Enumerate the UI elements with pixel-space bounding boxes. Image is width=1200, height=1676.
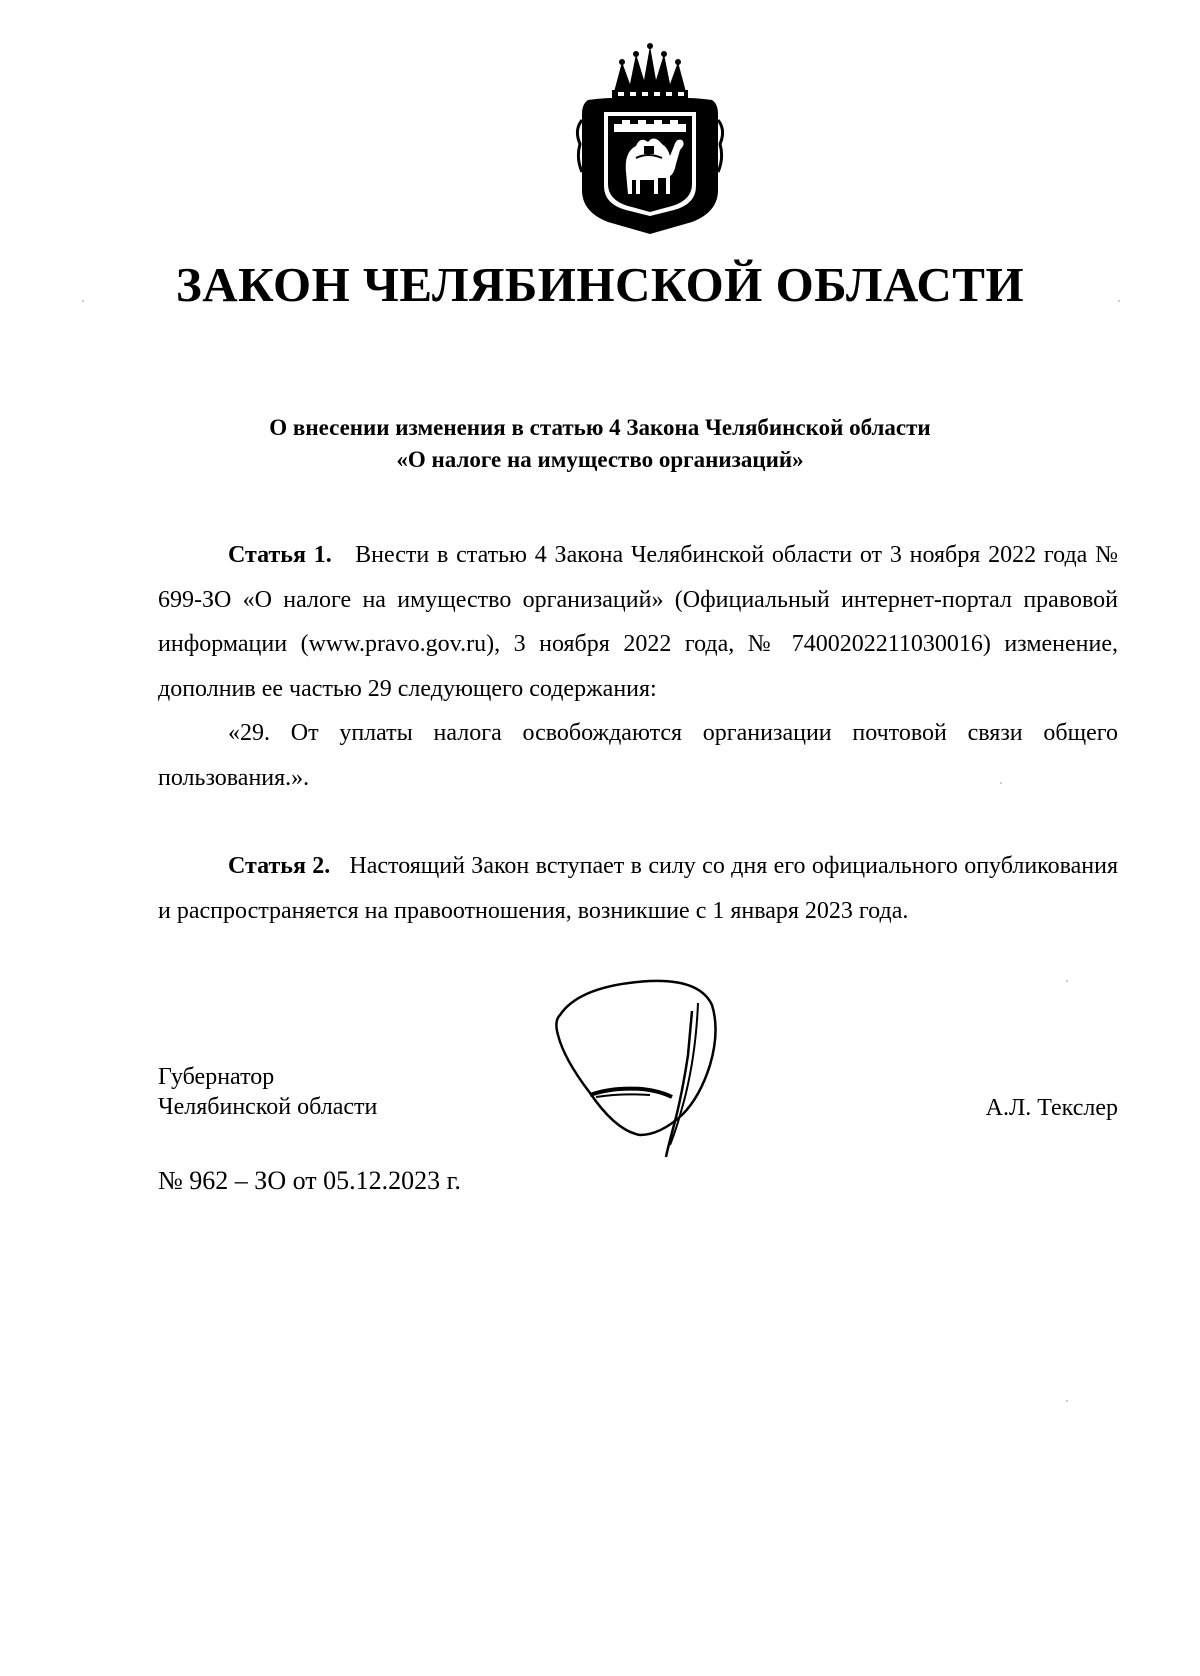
scan-speck [1000,782,1002,784]
article-2 [158,844,1118,933]
article-1-quote-text: «29. От уплаты налога освобождаются организации почтовой связи общего пользования.». [158,720,1118,791]
scan-speck [1066,980,1068,982]
law-title: ЗАКОН ЧЕЛЯБИНСКОЙ ОБЛАСТИ [175,257,1025,312]
coat-of-arms-icon [574,40,726,236]
article-1 [158,533,1118,711]
handwritten-signature-icon [540,975,745,1165]
subject-line-2: «О налоге на имущество организаций» [396,447,804,472]
signer-position-line-1: Губернатор [158,1064,275,1090]
article-1-quote [158,711,1118,800]
signer-position [158,1062,377,1122]
signer-name: А.Л. Текслер [985,1095,1118,1121]
subject-line-1: О внесении изменения в статью 4 Закона Челябинской области [269,415,931,440]
registration-number: № 962 – ЗО от 05.12.2023 г. [158,1166,461,1195]
scan-speck [82,300,84,302]
signer-position-line-2: Челябинской области [158,1094,378,1120]
article-2-text: Настоящий Закон вступает в силу со дня его официального опубликования и распространяется на правоотношения, возникшие с 1 января 2023 года. [158,853,1118,924]
article-1-label: Статья 1. [228,542,332,568]
scan-speck [1118,300,1120,302]
article-1-text: Внести в статью 4 Закона Челябинской области от 3 ноября 2022 года № 699-ЗО «О налоге на имущество организаций» (Официальный интернет-портал правовой информации (www.pravo.gov.ru), 3 ноября 2022 года, № 7400202211030016) изменение, дополнив ее частью 29 следующего содержания: [158,542,1118,702]
law-subject [0,412,1200,476]
article-2-label: Статья 2. [228,853,331,879]
scan-speck [1066,1400,1068,1402]
